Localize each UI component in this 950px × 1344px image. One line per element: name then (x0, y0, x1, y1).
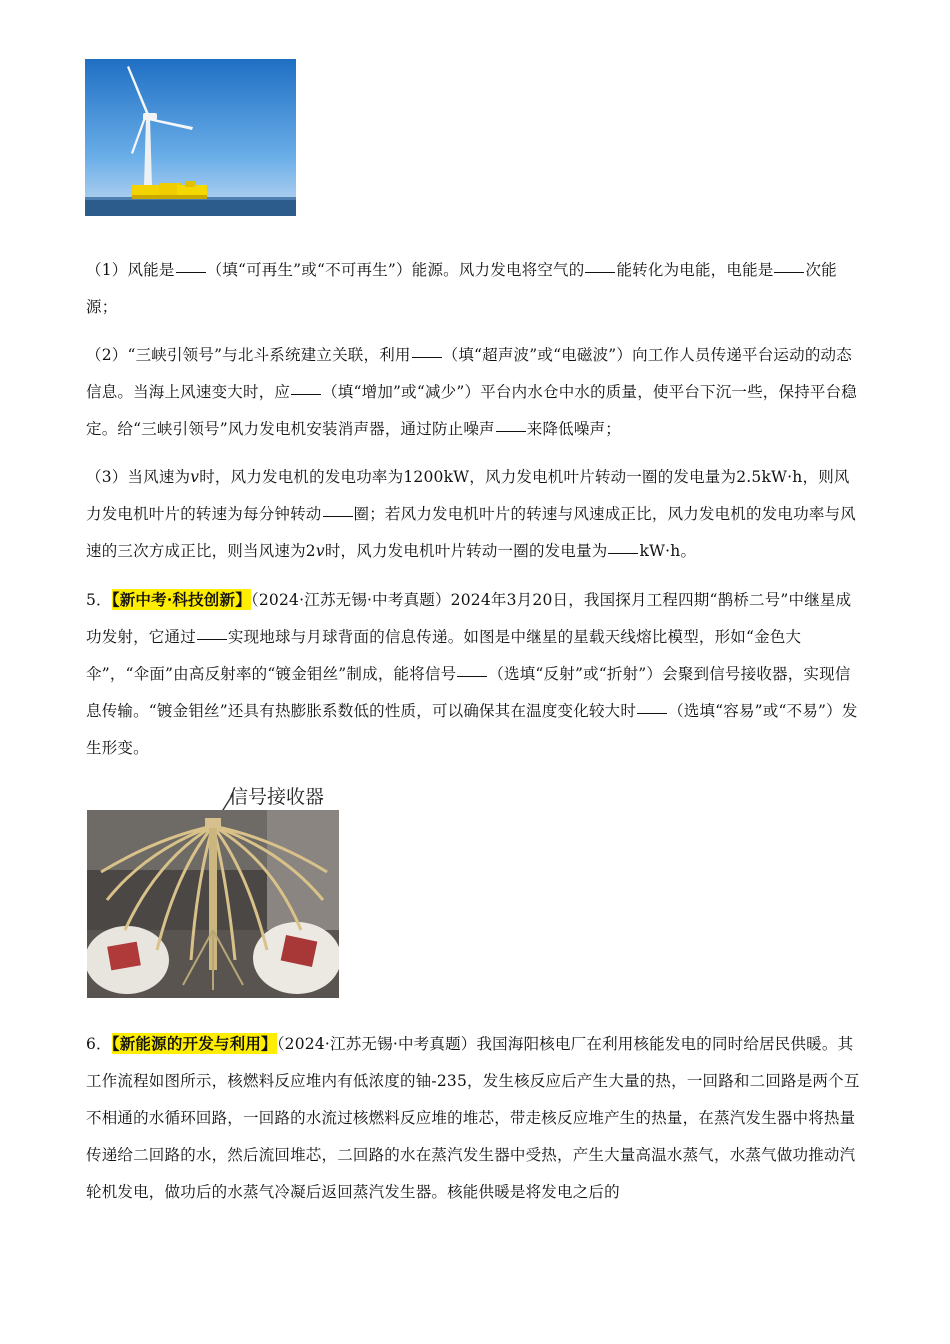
answer-blank[interactable] (291, 393, 321, 395)
q5-text-a: （2024·江苏无锡·中考真题）2024年3月20日，我国探月工程四期“鹊桥二号”中继星成功发射，它通过 (86, 591, 852, 646)
q4-part1-text-b: （填“可再生”或“不可再生”）能源。风力发电将空气的 (206, 261, 585, 279)
wind-turbine-photo (85, 59, 296, 216)
q5-tag: 【新中考·科技创新】 (111, 590, 251, 609)
answer-blank[interactable] (637, 712, 667, 714)
answer-blank[interactable] (323, 515, 353, 517)
q4-part2-text-c: （填“增加”或“减少”）平台内水仓中水的质量，使平台下沉一些，保持平台稳定。给“三峡引领号”风力发电机安装消声器，通过防止噪声 (86, 383, 858, 438)
q5-text-b: 实现地球与月球背面的信息传递。如图是中继星的星载天线熔比模型，形如“金色大伞”，“伞面”由高反射率的“镀金钼丝”制成，能将信号 (86, 628, 802, 683)
question-5 (86, 581, 862, 767)
answer-blank[interactable] (197, 638, 227, 640)
q4-part3-text-d: 时，风力发电机叶片转动一圈的发电量为 (324, 542, 608, 560)
speed-variable: v (190, 468, 200, 486)
q4-part3-text-a: （3）当风速为 (86, 468, 191, 486)
q4-part1-text-a: （1）风能是 (86, 261, 175, 279)
q4-part1 (86, 252, 862, 326)
q4-part2 (86, 337, 862, 448)
q6-number: 6． (86, 1035, 112, 1053)
q6-tag: 【新能源的开发与利用】 (111, 1034, 277, 1053)
answer-blank[interactable] (176, 271, 206, 273)
answer-blank[interactable] (412, 356, 442, 358)
q4-part2-text-b: （填“超声波”或“电磁波”）向工作人员传递平台运动的动态信息。当海上风速变大时，应 (86, 346, 852, 401)
answer-blank[interactable] (496, 430, 526, 432)
q4-part2-text-a: （2）“三峡引领号”与北斗系统建立关联，利用 (86, 346, 411, 364)
q4-part1-text-c: 能转化为电能，电能是 (616, 261, 774, 279)
q4-part3-text-e: kW·h。 (639, 542, 697, 560)
q4-part1-text-d: 次能源； (86, 261, 837, 316)
q4-part3-text-c: 圈；若风力发电机叶片的转速与风速成正比，风力发电机的发电功率与风速的三次方成正比，则当风速为2 (86, 505, 856, 560)
answer-blank[interactable] (457, 675, 487, 677)
q4-part3-text-b: 时，风力发电机的发电功率为1200kW，风力发电机叶片转动一圈的发电量为2.5kW·h，则风力发电机叶片的转速为每分钟转动 (86, 468, 850, 523)
signal-receiver-label: 信号接收器 (229, 786, 325, 808)
q4-part3 (86, 459, 862, 570)
q5-number: 5． (86, 591, 112, 609)
answer-blank[interactable] (585, 271, 615, 273)
speed-variable: v (315, 542, 325, 560)
antenna-figure (87, 780, 339, 998)
wind-turbine-image (85, 59, 296, 216)
q6-text: （2024·江苏无锡·中考真题）我国海阳核电厂在利用核能发电的同时给居民供暖。其工作流程如图所示，核燃料反应堆内有低浓度的铀-235，发生核反应后产生大量的热，一回路和二回路是两个互不相通的水循环回路，一回路的水流过核燃料反应堆的堆芯，带走核反应堆产生的热量，在蒸汽发生器中将热量传递给二回路的水，然后流回堆芯，二回路的水在蒸汽发生器中受热，产生大量高温水蒸气，水蒸气做功推动汽轮机发电，做功后的水蒸气冷凝后返回蒸汽发生器。核能供暖是将发电之后的 (86, 1035, 860, 1201)
antenna-model-image (87, 780, 339, 998)
question-6 (86, 1025, 862, 1211)
answer-blank[interactable] (774, 271, 804, 273)
q5-text-c: （选填“反射”或“折射”）会聚到信号接收器，实现信息传输。“镀金钼丝”还具有热膨胀系数低的性质，可以确保其在温度变化较大时 (86, 665, 851, 720)
q4-part2-text-d: 来降低噪声； (526, 420, 621, 438)
answer-blank[interactable] (608, 552, 638, 554)
q5-text-d: （选填“容易”或“不易”）发生形变。 (86, 702, 858, 757)
